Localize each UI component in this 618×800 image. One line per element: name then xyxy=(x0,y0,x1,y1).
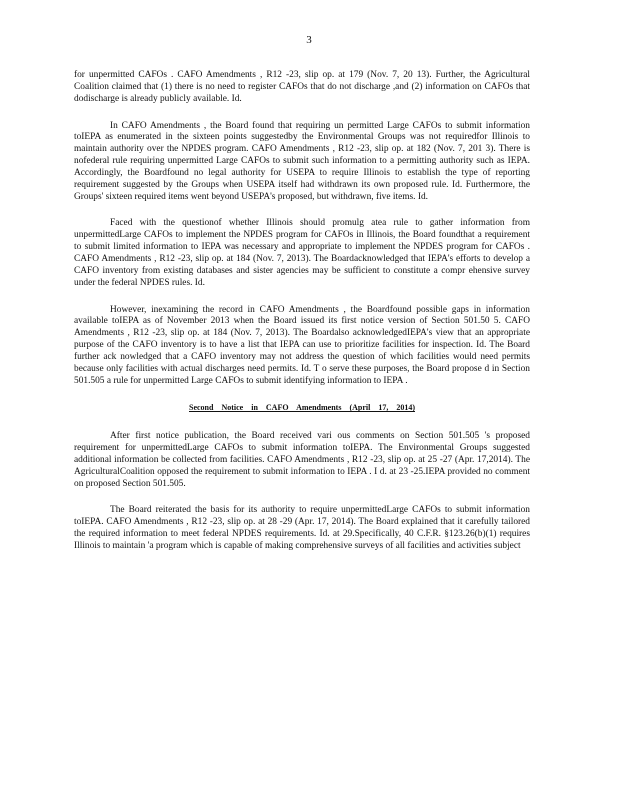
page-number: 3 xyxy=(306,34,312,46)
paragraph-5: After first notice publication, the Board received vari ous comments on Section 501.505 's proposed requirement for unpermittedLarge CAFOs to submit information toIEPA. The Environmental Groups suggested additional information be collected from facilities. CAFO Amendments , R12 -23, slip op. at 25 -27 (Apr. 17,2014). The AgriculturalCoalition opposed the requirement to submit information to IEPA . I d. at 23 -25.IEPA provided no comment on proposed Section 501.505. xyxy=(74,431,530,489)
paragraph-2: In CAFO Amendments , the Board found that requiring un permitted Large CAFOs to submit information toIEPA as enumerated in the sixteen points suggestedby the Environmental Groups was not requiredfor Illinois to maintain authority over the NPDES program. CAFO Amendments , R12 -23, slip op. at 182 (Nov. 7, 201 3). There is nofederal rule requiring unpermitted Large CAFOs to submit such information to a permitting authority such as IEPA. Accordingly, the Boardfound no legal authority for USEPA to require Illinois to establish the type of reporting requirement suggested by the Groups when USEPA itself had withdrawn its own proposed rule. Id. Furthermore, the Groups' sixteen required items went beyond USEPA's proposed, but withdrawn, five items. Id. xyxy=(74,120,530,202)
section-heading: Second Notice in CAFO Amendments (April 17, 2014) xyxy=(189,403,415,413)
paragraph-1: for unpermitted CAFOs . CAFO Amendments , R12 -23, slip op. at 179 (Nov. 7, 20 13). Further, the Agricultural Coalition claimed that (1) there is no need to register CAFOs that do not discharge ,and (2) information on CAFOs that dodischarge is already publicly available. Id. xyxy=(74,70,530,104)
paragraph-6: The Board reiterated the basis for its authority to require unpermittedLarge CAFOs to submit information toIEPA. CAFO Amendments , R12 -23, slip op. at 28 -29 (Apr. 17, 2014). The Board explained that it carefully tailored the required information to meet federal NPDES requirements. Id. at 29.Specifically, 40 C.F.R. §123.26(b)(1) requires Illinois to maintain 'a program which is capable of making comprehensive surveys of all facilities and activities subject xyxy=(74,505,530,551)
paragraph-4: However, inexamining the record in CAFO Amendments , the Boardfound possible gaps in information available toIEPA as of November 2013 when the Board issued its first notice version of Section 501.50 5. CAFO Amendments , R12 -23, slip op. at 184 (Nov. 7, 2013). The Boardalso acknowledgedIEPA's view that an appropriate purpose of the CAFO inventory is to have a list that IEPA can use to prioritize facilities for inspection. Id. The Board further ack nowledged that a CAFO inventory may not address the question of which facilities would need permits because only facilities with actual discharges need permits. Id. T o serve these purposes, the Board propose d in Section 501.505 a rule for unpermitted Large CAFOs to submit identifying information to IEPA . xyxy=(74,304,530,386)
document-body xyxy=(74,70,530,568)
paragraph-3: Faced with the questionof whether Illinois should promulg atea rule to gather information from unpermittedLarge CAFOs to implement the NPDES program for CAFOs in Illinois, the Board foundthat a requirement to submit limited information to IEPA was necessary and appropriate to implement the NPDES program for CAFOs . CAFO Amendments , R12 -23, slip op. at 184 (Nov. 7, 2013). The Boardacknowledged that IEPA's efforts to develop a CAFO inventory from existing databases and sister agencies may be sufficient to constitute a compr ehensive survey under the federal NPDES rules. Id. xyxy=(74,218,530,288)
